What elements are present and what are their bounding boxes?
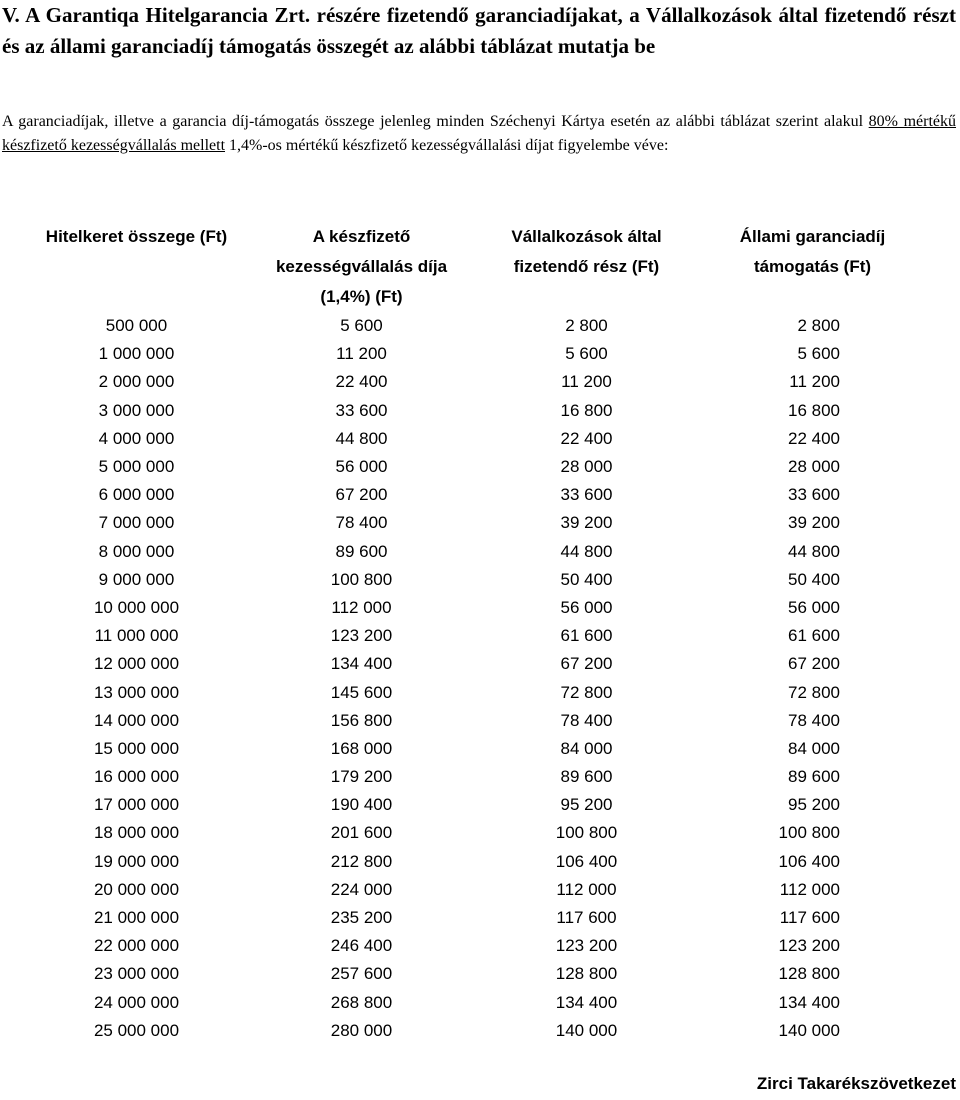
cell-state-support: 134 400	[778, 992, 840, 1012]
cell-guarantee-fee: 224 000	[330, 879, 393, 899]
cell-enterprise-share: 106 400	[555, 851, 618, 871]
cell-enterprise-share: 95 200	[560, 795, 613, 815]
cell-enterprise-share: 67 200	[560, 654, 613, 674]
table-row	[24, 735, 926, 763]
cell-guarantee-fee: 190 400	[330, 795, 393, 815]
cell-credit-line: 6 000 000	[98, 485, 175, 505]
cell-enterprise-share: 16 800	[560, 400, 613, 420]
cell-enterprise-share: 56 000	[560, 597, 613, 617]
cell-state-support: 95 200	[788, 795, 840, 815]
cell-state-support: 123 200	[778, 936, 840, 956]
cell-guarantee-fee: 123 200	[330, 626, 393, 646]
cell-guarantee-fee: 89 600	[335, 541, 388, 561]
cell-guarantee-fee: 134 400	[330, 654, 393, 674]
cell-enterprise-share: 84 000	[560, 738, 613, 758]
cell-guarantee-fee: 179 200	[330, 767, 393, 787]
cell-guarantee-fee: 268 800	[330, 992, 393, 1012]
table-row	[24, 819, 926, 847]
cell-enterprise-share: 140 000	[555, 1020, 618, 1040]
cell-credit-line: 11 000 000	[94, 626, 179, 646]
cell-enterprise-share: 33 600	[560, 485, 613, 505]
cell-credit-line: 4 000 000	[98, 428, 175, 448]
cell-enterprise-share: 5 600	[565, 344, 608, 364]
table-row	[24, 932, 926, 960]
intro-underlined-text: 80% mértékű készfizető kezességvállalás mellett	[2, 113, 957, 154]
cell-enterprise-share: 2 800	[565, 316, 608, 336]
table-row	[24, 848, 926, 876]
cell-credit-line: 9 000 000	[98, 569, 175, 589]
cell-state-support: 84 000	[788, 738, 840, 758]
cell-credit-line: 20 000 000	[93, 879, 180, 899]
cell-credit-line: 7 000 000	[98, 513, 175, 533]
cell-credit-line: 22 000 000	[93, 936, 180, 956]
cell-enterprise-share: 128 800	[555, 964, 618, 984]
cell-state-support: 2 800	[797, 316, 840, 336]
cell-guarantee-fee: 78 400	[335, 513, 388, 533]
cell-credit-line: 3 000 000	[98, 400, 175, 420]
cell-guarantee-fee: 67 200	[335, 485, 388, 505]
cell-enterprise-share: 61 600	[560, 626, 613, 646]
cell-credit-line: 500 000	[105, 316, 168, 336]
cell-enterprise-share: 112 000	[556, 879, 617, 899]
cell-state-support: 106 400	[778, 851, 840, 871]
cell-enterprise-share: 117 600	[556, 908, 617, 928]
cell-enterprise-share: 28 000	[560, 457, 613, 477]
cell-guarantee-fee: 212 800	[330, 851, 393, 871]
cell-enterprise-share: 123 200	[555, 936, 618, 956]
cell-credit-line: 1 000 000	[98, 344, 175, 364]
cell-credit-line: 19 000 000	[93, 851, 180, 871]
cell-guarantee-fee: 11 200	[336, 344, 387, 364]
cell-state-support: 61 600	[788, 626, 840, 646]
cell-enterprise-share: 134 400	[555, 992, 618, 1012]
cell-state-support: 112 000	[779, 879, 840, 899]
header-guarantee-fee: A készfizető kezességvállalás díja (1,4%) (Ft)	[275, 227, 448, 306]
table-row	[24, 707, 926, 735]
cell-guarantee-fee: 112 000	[331, 597, 392, 617]
table-row	[24, 622, 926, 650]
cell-enterprise-share: 44 800	[560, 541, 613, 561]
cell-guarantee-fee: 156 800	[330, 710, 393, 730]
cell-guarantee-fee: 246 400	[330, 936, 393, 956]
cell-enterprise-share: 72 800	[560, 682, 613, 702]
cell-credit-line: 14 000 000	[93, 710, 180, 730]
table-row	[24, 678, 926, 706]
cell-guarantee-fee: 56 000	[335, 457, 388, 477]
table-body	[24, 312, 926, 1045]
cell-state-support: 39 200	[788, 513, 840, 533]
cell-credit-line: 17 000 000	[93, 795, 180, 815]
cell-guarantee-fee: 235 200	[330, 908, 393, 928]
table-row	[24, 904, 926, 932]
cell-credit-line: 10 000 000	[93, 597, 180, 617]
cell-guarantee-fee: 257 600	[330, 964, 393, 984]
cell-state-support: 128 800	[778, 964, 840, 984]
header-state-support: Állami garanciadíj támogatás (Ft)	[739, 227, 886, 276]
cell-state-support: 28 000	[788, 457, 840, 477]
table-row	[24, 763, 926, 791]
cell-credit-line: 8 000 000	[98, 541, 175, 561]
cell-guarantee-fee: 168 000	[330, 738, 393, 758]
cell-guarantee-fee: 280 000	[330, 1020, 393, 1040]
cell-credit-line: 13 000 000	[93, 682, 180, 702]
cell-state-support: 117 600	[779, 908, 840, 928]
header-enterprise-share: Vállalkozások által fizetendő rész (Ft)	[511, 227, 662, 276]
table-row	[24, 594, 926, 622]
cell-state-support: 33 600	[788, 485, 840, 505]
cell-state-support: 72 800	[788, 682, 840, 702]
cell-state-support: 89 600	[788, 767, 840, 787]
footer-organization: Zirci Takarékszövetkezet	[756, 1074, 956, 1093]
cell-state-support: 22 400	[788, 428, 840, 448]
cell-guarantee-fee: 22 400	[335, 372, 388, 392]
cell-state-support: 140 000	[778, 1020, 840, 1040]
cell-enterprise-share: 89 600	[560, 767, 613, 787]
cell-credit-line: 16 000 000	[93, 767, 180, 787]
table-row	[24, 960, 926, 988]
table-row	[24, 397, 926, 425]
cell-credit-line: 5 000 000	[98, 457, 175, 477]
table-row	[24, 425, 926, 453]
cell-state-support: 56 000	[788, 597, 840, 617]
table-row	[24, 989, 926, 1017]
table-header-row	[24, 222, 926, 312]
cell-state-support: 50 400	[788, 569, 840, 589]
table-row	[24, 509, 926, 537]
table-row	[24, 340, 926, 368]
cell-credit-line: 15 000 000	[93, 738, 180, 758]
cell-state-support: 67 200	[788, 654, 840, 674]
cell-credit-line: 21 000 000	[93, 908, 180, 928]
cell-credit-line: 18 000 000	[93, 823, 180, 843]
cell-guarantee-fee: 100 800	[330, 569, 393, 589]
cell-state-support: 11 200	[789, 372, 840, 392]
cell-guarantee-fee: 201 600	[330, 823, 393, 843]
intro-paragraph	[2, 110, 956, 158]
cell-guarantee-fee: 44 800	[335, 428, 388, 448]
intro-text-part2: 1,4%-os mértékű készfizető kezességvállalási díjat figyelembe véve:	[225, 137, 669, 154]
table-row	[24, 566, 926, 594]
table-row	[24, 650, 926, 678]
cell-state-support: 5 600	[797, 344, 840, 364]
cell-enterprise-share: 11 200	[561, 372, 612, 392]
cell-credit-line: 23 000 000	[93, 964, 180, 984]
cell-state-support: 44 800	[788, 541, 840, 561]
intro-text-part1: A garanciadíjak, illetve a garancia díj-támogatás összege jelenleg minden Széchenyi Kártya esetén az alábbi táblázat szerint alakul	[2, 113, 869, 130]
cell-state-support: 16 800	[788, 400, 840, 420]
table-row	[24, 368, 926, 396]
cell-enterprise-share: 78 400	[560, 710, 613, 730]
cell-guarantee-fee: 33 600	[335, 400, 388, 420]
cell-credit-line: 12 000 000	[93, 654, 180, 674]
section-heading: V. A Garantiqa Hitelgarancia Zrt. részére fizetendő garanciadíjakat, a Vállalkozások által fizetendő részt és az állami garanciadíj támogatás összegét az alábbi táblázat mutatja be	[2, 3, 956, 58]
table-row	[24, 791, 926, 819]
table-row	[24, 312, 926, 340]
table-row	[24, 1017, 926, 1045]
cell-guarantee-fee: 145 600	[330, 682, 393, 702]
header-credit-line: Hitelkeret összege (Ft)	[45, 227, 228, 246]
table-row	[24, 876, 926, 904]
table-row	[24, 453, 926, 481]
cell-guarantee-fee: 5 600	[340, 316, 383, 336]
cell-credit-line: 2 000 000	[98, 372, 175, 392]
cell-enterprise-share: 22 400	[560, 428, 613, 448]
cell-state-support: 100 800	[778, 823, 840, 843]
cell-state-support: 78 400	[788, 710, 840, 730]
cell-enterprise-share: 100 800	[555, 823, 618, 843]
cell-enterprise-share: 50 400	[560, 569, 613, 589]
table-row	[24, 538, 926, 566]
cell-credit-line: 25 000 000	[93, 1020, 180, 1040]
cell-credit-line: 24 000 000	[93, 992, 180, 1012]
cell-enterprise-share: 39 200	[560, 513, 613, 533]
table-row	[24, 481, 926, 509]
guarantee-fee-table	[24, 222, 926, 1045]
